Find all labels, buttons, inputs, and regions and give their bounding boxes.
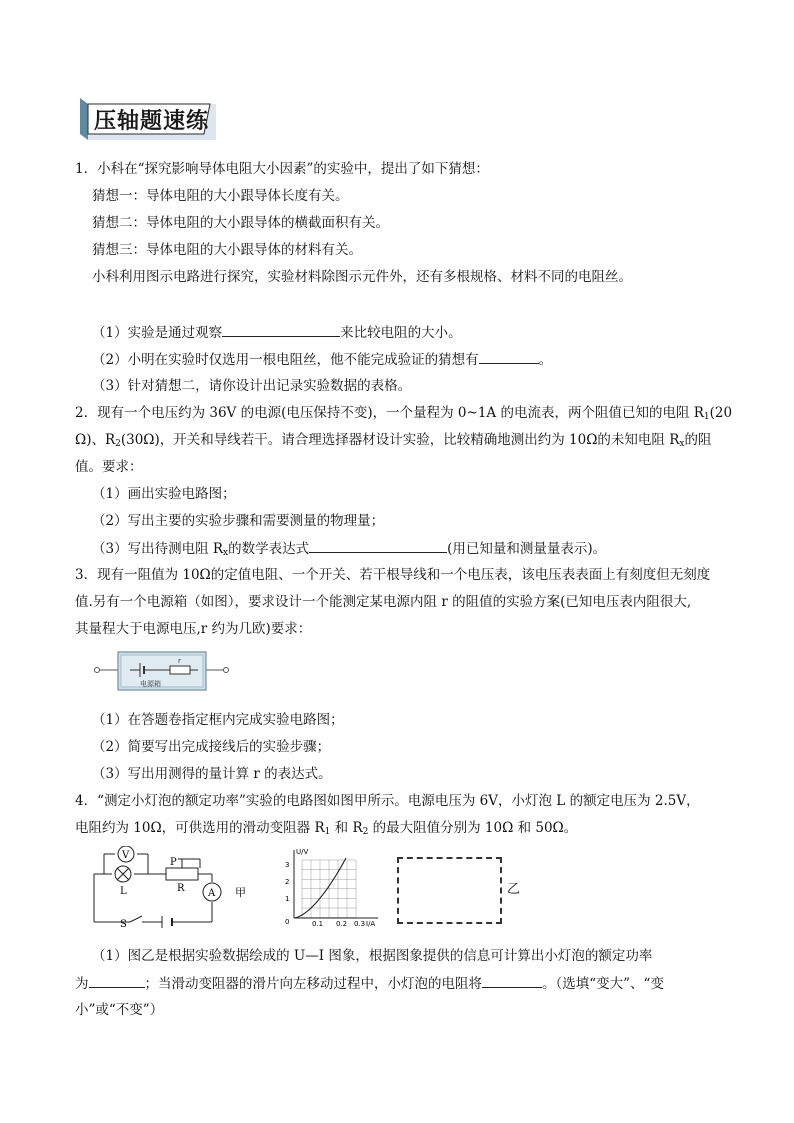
q2-sub-2: （2）写出主要的实验步骤和需要测量的物理量；: [92, 513, 385, 529]
q2-line-2-b: (30Ω)，开关和导线若干。请合理选择器材设计实验，比较精确地测出约为 10Ω的未知电阻 R: [120, 432, 680, 448]
q1-sub-1: [92, 322, 462, 343]
banner-title: 压轴题速练: [94, 109, 210, 134]
q2-line-2-a: Ω)、R: [75, 432, 116, 448]
q4-sub-1-line-2: [75, 973, 664, 994]
q2-sub-r2: 2: [115, 439, 121, 449]
circuit-diagram-jia: [90, 846, 265, 928]
q3-sub-2: （2）简要写出完成接线后的实验步骤；: [92, 739, 331, 755]
fig-label-r: r: [178, 657, 181, 665]
q4-sub-r2: 2: [362, 827, 369, 837]
q4-line-1: 4．“测定小灯泡的额定功率”实验的电路图如图甲所示。电源电压为 6V，小灯泡 L 的额定电压为 2.5V，: [75, 793, 700, 809]
q1-sub-1-tail: 来比较电阻的大小。: [340, 325, 462, 341]
q2-line-1: [75, 403, 732, 427]
tick-x2: 0.2: [336, 920, 348, 928]
q2-sub-3: [92, 538, 606, 563]
q4-sub-1-d: 。（选填“变大”、“变: [542, 976, 664, 992]
q1-sub-3: （3）针对猜想二，请你设计出记录实验数据的表格。: [92, 378, 412, 394]
label-l: L: [120, 886, 127, 897]
q1-intro: 小科利用图示电路进行探究，实验材料除图示元件外，还有多根规格、材料不同的电阻丝。: [92, 269, 632, 285]
q2-sub-r1: 1: [703, 412, 710, 422]
q1-guess-3: 猜想三：导体电阻的大小跟导体的材料有关。: [92, 242, 362, 258]
q3-line-3: 其量程大于电源电压,r 约为几欧)要求：: [75, 621, 312, 637]
q3-sub-1: （1）在答题卷指定框内完成实验电路图；: [92, 712, 344, 728]
label-v: V: [122, 850, 130, 861]
answer-blank[interactable]: [222, 322, 340, 337]
q1-sub-2: [92, 349, 552, 370]
q3-line-1: 3．现有一阻值为 10Ω的定值电阻、一个开关、若干根导线和一个电压表，该电压表表面上有刻度但无刻度: [75, 567, 711, 583]
q2-line-3: 值。要求：: [75, 459, 143, 475]
q2-sub-3-rx: x: [223, 548, 229, 558]
label-a: A: [208, 888, 216, 899]
section-banner: [80, 96, 216, 140]
q2-sub-1: （1）画出实验电路图；: [92, 486, 236, 502]
q3-line-2: 值.另有一个电源箱（如图），要求设计一个能测定某电源内阻 r 的阻值的实验方案(已知电压表内阻很大,: [75, 594, 692, 610]
q4-sub-r1: 1: [324, 827, 331, 837]
q1-stem: 1．小科在“探究影响导体电阻大小因素”的实验中，提出了如下猜想：: [75, 161, 489, 177]
graph-xlabel: I/A: [366, 920, 376, 928]
answer-blank[interactable]: [309, 538, 447, 553]
fig-label-box: 电源箱: [140, 680, 161, 688]
q2-line-2: [75, 430, 711, 454]
q2-line-2-c: 的阻: [684, 432, 712, 448]
q4-sub-1-c: ；当滑动变阻器的滑片向左移动过程中，小灯泡的电阻将: [144, 976, 482, 992]
q2-line-1-tail: (20: [709, 405, 733, 421]
q2-sub-3-b: 的数学表达式: [228, 541, 310, 557]
tick-y3: 3: [285, 861, 290, 869]
tick-y2: 2: [285, 878, 290, 886]
power-box-figure: [92, 648, 232, 694]
answer-box-yi[interactable]: [397, 857, 502, 924]
resistor-icon: [170, 666, 190, 674]
q4-sub-1-b: 为: [75, 976, 89, 992]
label-jia: 甲: [235, 886, 246, 899]
tick-y1: 1: [285, 895, 290, 903]
tick-origin: 0: [285, 918, 290, 926]
q3-sub-3: （3）写出用测得的量计算 r 的表达式。: [92, 766, 332, 782]
q2-line-1-text: 2．现有一个电压约为 36V 的电源(电压保持不变)，一个量程为 0~1A 的电流表，两个阻值已知的电阻 R: [75, 405, 704, 421]
answer-blank[interactable]: [89, 973, 145, 988]
q1-sub-1-text: （1）实验是通过观察: [92, 325, 223, 341]
terminal-right: [224, 668, 229, 673]
q2-sub-rx: x: [679, 439, 685, 449]
q2-sub-3-a: （3）写出待测电阻 R: [92, 541, 224, 557]
tick-x3: 0.3: [354, 920, 366, 928]
q4-sub-1-line-1: （1）图乙是根据实验数据绘成的 U—I 图象，根据图象提供的信息可计算出小灯泡的额定功率: [92, 948, 653, 964]
q1-guess-2: 猜想二：导体电阻的大小跟导体的横截面积有关。: [92, 215, 389, 231]
q1-guess-1: 猜想一：导体电阻的大小跟导体长度有关。: [92, 188, 349, 204]
q4-line-2-b: 和 R: [330, 820, 363, 836]
tick-x1: 0.1: [312, 920, 324, 928]
terminal-left: [95, 668, 100, 673]
graph-ylabel: U/V: [296, 848, 309, 856]
answer-blank[interactable]: [479, 349, 539, 364]
q4-line-2-a: 电阻约为 10Ω，可供选用的滑动变阻器 R: [75, 820, 325, 836]
q1-sub-2-tail: 。: [538, 352, 553, 368]
q1-sub-2-text: （2）小明在实验时仅选用一根电阻丝，他不能完成验证的猜想有: [92, 352, 479, 368]
label-yi: 乙: [507, 882, 521, 897]
q2-sub-3-c: (用已知量和测量量表示)。: [447, 541, 607, 557]
ui-graph: [282, 846, 382, 928]
q4-line-2-c: 的最大阻值分别为 10Ω 和 50Ω。: [368, 820, 578, 836]
q4-line-2: [75, 818, 577, 842]
answer-blank[interactable]: [482, 973, 542, 988]
label-p: P: [170, 857, 177, 868]
label-r: R: [177, 883, 185, 894]
q4-sub-1-line-3: 小”或“不变”）: [75, 1002, 164, 1018]
label-s: S: [120, 919, 127, 928]
